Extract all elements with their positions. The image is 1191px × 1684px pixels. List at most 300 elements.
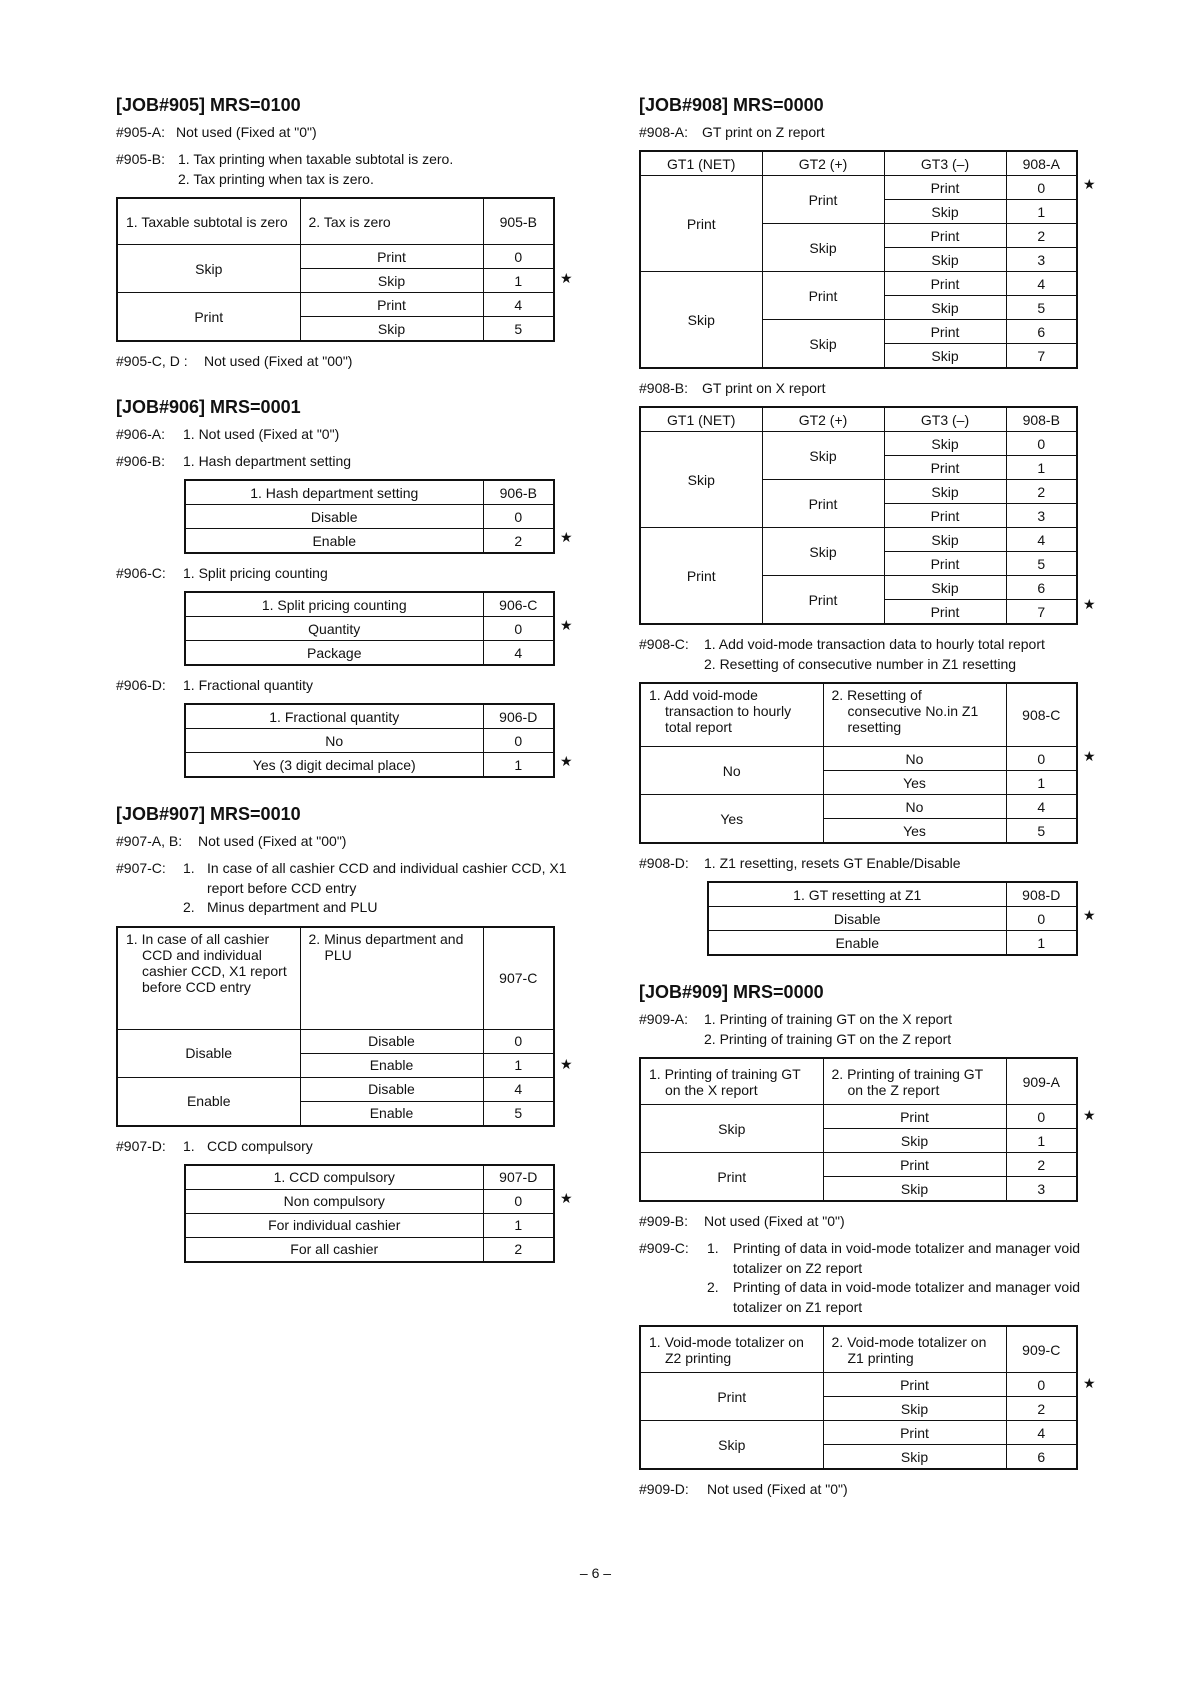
job905-section	[116, 94, 586, 371]
header-cell: GT1 (NET)	[640, 151, 762, 176]
table-cell: Skip	[884, 200, 1006, 224]
job905-cd-text: Not used (Fixed at "00")	[204, 353, 353, 369]
header-cell: 1. Fractional quantity	[185, 704, 483, 729]
table-cell: 1	[1006, 1129, 1077, 1153]
job907-ab-text: Not used (Fixed at "00")	[198, 833, 347, 849]
table-cell: 6	[1006, 320, 1077, 344]
table-cell: 3	[1006, 1177, 1077, 1202]
table-cell: Skip	[884, 248, 1006, 272]
table-cell: Print	[823, 1373, 1006, 1397]
table-cell: Disable	[708, 907, 1006, 931]
table-cell: Skip	[300, 269, 483, 293]
list-item	[707, 1239, 1119, 1278]
header-cell: 906-D	[483, 704, 554, 729]
job909-c-table	[639, 1325, 1078, 1470]
table-cell: 1	[483, 753, 554, 778]
job908-c-table	[639, 682, 1078, 844]
table-row	[640, 1105, 1077, 1129]
header-cell: 906-B	[483, 480, 554, 505]
table-cell: 2	[483, 1237, 554, 1262]
header-cell: 908-B	[1006, 407, 1077, 432]
table-row	[117, 245, 554, 269]
table-cell: Print	[823, 1421, 1006, 1445]
table-cell: 0	[1006, 747, 1077, 771]
default-star-icon: ★	[1083, 748, 1096, 764]
job908-c-line1: 1. Add void-mode transaction data to hourly total report	[704, 636, 1045, 652]
job906-c-text: 1. Split pricing counting	[183, 565, 328, 581]
table-cell: No	[823, 795, 1006, 819]
job908-c-label: #908-C:	[639, 636, 689, 652]
job909-a-label: #909-A:	[639, 1011, 689, 1027]
table-cell: Disable	[117, 1029, 300, 1077]
header-cell: 2. Tax is zero	[300, 198, 483, 245]
default-star-icon: ★	[1083, 176, 1096, 192]
job906-title: [JOB#906] MRS=0001	[116, 397, 301, 417]
table-cell: Skip	[884, 432, 1006, 456]
job909-d	[639, 1480, 1119, 1499]
table-cell: For all cashier	[185, 1237, 483, 1262]
list-text: In case of all cashier CCD and individual cashier CCD, X1 report before CCD entry	[207, 860, 567, 896]
job908-a	[639, 123, 1119, 142]
job908-c	[639, 635, 1119, 674]
table-cell: 0	[1006, 907, 1077, 931]
table-cell: Disable	[300, 1077, 483, 1101]
table-cell: Print	[884, 456, 1006, 480]
table-cell: 0	[1006, 1105, 1077, 1129]
default-star-icon: ★	[1083, 596, 1096, 612]
table-row	[185, 729, 554, 753]
right-column	[639, 94, 1119, 1524]
table-row	[117, 1077, 554, 1101]
table-cell: Print	[884, 504, 1006, 528]
table-cell: Skip	[640, 272, 762, 369]
table-row	[185, 505, 554, 529]
table-cell: 7	[1006, 600, 1077, 625]
left-column	[116, 94, 586, 1288]
job906-d-label: #906-D:	[116, 677, 166, 693]
table-cell: Skip	[762, 224, 884, 272]
job906-section	[116, 396, 586, 778]
job909-c	[639, 1239, 1119, 1317]
table-cell: 5	[483, 1101, 554, 1126]
table-cell: 5	[1006, 819, 1077, 844]
job906-b-label: #906-B:	[116, 453, 166, 469]
list-number: 1.	[183, 1137, 195, 1154]
table-cell: Yes (3 digit decimal place)	[185, 753, 483, 778]
default-star-icon: ★	[560, 270, 573, 286]
table-row	[185, 1237, 554, 1262]
table-cell: 1	[483, 1213, 554, 1237]
job905-cd	[116, 352, 586, 371]
job908-b-table	[639, 406, 1078, 625]
header-cell: 1. Taxable subtotal is zero	[126, 213, 288, 230]
header-cell: 905-B	[483, 198, 554, 245]
table-cell: Print	[640, 528, 762, 625]
job909-a-line1: 1. Printing of training GT on the X report	[704, 1011, 952, 1027]
table-cell: Print	[640, 1373, 823, 1421]
table-row	[640, 1373, 1077, 1397]
list-item	[183, 898, 586, 918]
default-star-icon: ★	[560, 617, 573, 633]
table-cell: Yes	[823, 771, 1006, 795]
table-cell: 4	[1006, 1421, 1077, 1445]
header-cell: GT3 (–)	[884, 407, 1006, 432]
table-cell: 1	[483, 1053, 554, 1077]
table-row	[708, 907, 1077, 931]
table-cell: 0	[483, 245, 554, 269]
table-cell: Print	[117, 293, 300, 342]
header-cell: 1. Void-mode totalizer on Z2 printing	[649, 1333, 804, 1366]
job909-a-table-wrap	[639, 1057, 1119, 1202]
job907-d	[116, 1137, 586, 1156]
job908-d-label: #908-D:	[639, 855, 689, 871]
job908-a-table-wrap	[639, 150, 1119, 369]
table-row	[185, 753, 554, 778]
job906-b-text: 1. Hash department setting	[183, 453, 352, 469]
table-cell: 0	[483, 729, 554, 753]
table-cell: Print	[300, 293, 483, 317]
job908-a-label: #908-A:	[639, 124, 689, 140]
job907-d-table-wrap	[184, 1164, 586, 1263]
header-cell: 909-C	[1006, 1326, 1077, 1373]
table-cell: Skip	[823, 1445, 1006, 1470]
job908-d-text: 1. Z1 resetting, resets GT Enable/Disable	[704, 855, 961, 871]
table-row	[185, 1189, 554, 1213]
table-cell: 0	[1006, 432, 1077, 456]
job906-c	[116, 564, 586, 583]
job906-c-table	[184, 591, 555, 666]
table-cell: 0	[483, 617, 554, 641]
table-cell: Skip	[117, 245, 300, 293]
table-row	[640, 176, 1077, 200]
table-cell: For individual cashier	[185, 1213, 483, 1237]
table-header-row	[117, 927, 554, 1030]
table-cell: Disable	[185, 505, 483, 529]
table-header-row	[640, 407, 1077, 432]
table-cell: Print	[884, 552, 1006, 576]
job905-a-label: #905-A:	[116, 124, 166, 140]
table-cell: Print	[884, 176, 1006, 200]
table-row	[185, 641, 554, 666]
table-cell: Non compulsory	[185, 1189, 483, 1213]
header-cell: 2. Minus department and PLU	[308, 930, 464, 963]
job909-a-line2: 2. Printing of training GT on the Z report	[704, 1030, 952, 1047]
table-cell: Skip	[640, 1105, 823, 1153]
table-cell: 4	[1006, 795, 1077, 819]
header-cell: 909-A	[1006, 1058, 1077, 1105]
table-cell: Skip	[762, 528, 884, 576]
table-cell: Skip	[640, 432, 762, 528]
table-cell: 1	[1006, 931, 1077, 956]
job906-d-table	[184, 703, 555, 778]
table-row	[640, 528, 1077, 552]
table-row	[640, 747, 1077, 771]
table-row	[640, 432, 1077, 456]
job906-c-table-wrap	[184, 591, 586, 666]
table-cell: 2	[483, 529, 554, 554]
table-cell: Skip	[300, 317, 483, 342]
table-cell: 0	[1006, 1373, 1077, 1397]
table-cell: Skip	[884, 296, 1006, 320]
default-star-icon: ★	[560, 1055, 573, 1072]
table-cell: Skip	[823, 1177, 1006, 1202]
table-cell: Skip	[823, 1397, 1006, 1421]
header-cell: GT3 (–)	[884, 151, 1006, 176]
table-cell: 1	[1006, 200, 1077, 224]
job906-a	[116, 425, 586, 444]
table-cell: No	[185, 729, 483, 753]
job907-d-text: CCD compulsory	[207, 1137, 313, 1154]
table-cell: No	[823, 747, 1006, 771]
job908-a-table	[639, 150, 1078, 369]
table-cell: 0	[1006, 176, 1077, 200]
table-cell: 4	[483, 1077, 554, 1101]
job907-d-table	[184, 1164, 555, 1263]
table-cell: 1	[1006, 771, 1077, 795]
table-cell: Print	[884, 600, 1006, 625]
job908-b	[639, 379, 1119, 398]
table-header-row	[708, 882, 1077, 907]
job908-d-table	[707, 881, 1078, 956]
table-header-row	[640, 151, 1077, 176]
job907-c-table-wrap	[116, 926, 586, 1127]
header-cell: 1. GT resetting at Z1	[708, 882, 1006, 907]
table-cell: 1	[483, 269, 554, 293]
table-cell: 2	[1006, 480, 1077, 504]
job905-b-line2: 2. Tax printing when tax is zero.	[178, 170, 374, 187]
table-cell: Yes	[823, 819, 1006, 844]
header-cell: 908-D	[1006, 882, 1077, 907]
table-cell: Print	[884, 272, 1006, 296]
list-number: 2.	[707, 1279, 719, 1295]
table-cell: Skip	[762, 432, 884, 480]
table-row	[640, 795, 1077, 819]
job907-d-label: #907-D:	[116, 1137, 166, 1154]
table-cell: Print	[762, 576, 884, 625]
table-cell: Enable	[300, 1053, 483, 1077]
job907-title: [JOB#907] MRS=0010	[116, 804, 301, 824]
list-text: Printing of data in void-mode totalizer and manager void totalizer on Z1 report	[733, 1279, 1081, 1315]
table-header-row	[640, 1326, 1077, 1373]
table-row	[117, 1029, 554, 1053]
table-row	[185, 1213, 554, 1237]
table-cell: 0	[483, 1189, 554, 1213]
job909-title: [JOB#909] MRS=0000	[639, 982, 824, 1002]
table-cell: Skip	[823, 1129, 1006, 1153]
table-cell: 6	[1006, 1445, 1077, 1470]
table-cell: No	[640, 747, 823, 795]
table-cell: 2	[1006, 224, 1077, 248]
job906-d	[116, 676, 586, 695]
header-cell: 908-C	[1006, 683, 1077, 747]
table-cell: Skip	[640, 1421, 823, 1470]
header-cell: GT2 (+)	[762, 151, 884, 176]
table-header-row	[185, 1165, 554, 1190]
table-cell: 6	[1006, 576, 1077, 600]
job906-b-table	[184, 479, 555, 554]
table-cell: Print	[300, 245, 483, 269]
job906-d-table-wrap	[184, 703, 586, 778]
header-cell: GT1 (NET)	[640, 407, 762, 432]
job909-c-table-wrap	[639, 1325, 1119, 1470]
default-star-icon: ★	[560, 529, 573, 545]
job906-a-label: #906-A:	[116, 426, 166, 442]
header-cell: 907-D	[483, 1165, 554, 1190]
table-row	[117, 293, 554, 317]
header-cell: GT2 (+)	[762, 407, 884, 432]
header-cell: 1. In case of all cashier CCD and individual cashier CCD, X1 report before CCD entry	[126, 930, 287, 995]
table-cell: Enable	[117, 1077, 300, 1126]
job908-b-table-wrap	[639, 406, 1119, 625]
job906-a-text: 1. Not used (Fixed at "0")	[183, 426, 340, 442]
job905-table	[116, 197, 555, 342]
job908-a-text: GT print on Z report	[702, 124, 825, 140]
default-star-icon: ★	[1083, 907, 1096, 923]
default-star-icon: ★	[560, 753, 573, 769]
header-cell: 907-C	[483, 927, 554, 1030]
table-cell: 4	[1006, 528, 1077, 552]
job906-b-table-wrap	[184, 479, 586, 554]
job908-d-table-wrap	[707, 881, 1119, 956]
list-text: Printing of data in void-mode totalizer and manager void totalizer on Z2 report	[733, 1240, 1081, 1276]
job906-c-label: #906-C:	[116, 565, 166, 581]
table-row	[185, 529, 554, 554]
table-cell: Print	[762, 480, 884, 528]
table-cell: Print	[762, 176, 884, 224]
table-cell: 4	[483, 293, 554, 317]
list-number: 2.	[183, 899, 195, 915]
default-star-icon: ★	[1083, 1375, 1096, 1391]
job909-a-table	[639, 1057, 1078, 1202]
table-cell: Enable	[185, 529, 483, 554]
table-cell: Print	[823, 1153, 1006, 1177]
header-cell: 2. Resetting of consecutive No.in Z1 resetting	[831, 687, 979, 735]
list-number: 1.	[707, 1240, 719, 1256]
table-header-row	[117, 198, 554, 245]
job907-c-label: #907-C:	[116, 860, 166, 876]
table-cell: 4	[1006, 272, 1077, 296]
job908-c-line2: 2. Resetting of consecutive number in Z1 resetting	[704, 655, 1017, 672]
table-cell: Package	[185, 641, 483, 666]
header-cell: 1. Add void-mode transaction to hourly total report	[649, 687, 792, 735]
table-cell: 1	[1006, 456, 1077, 480]
table-cell: 2	[1006, 1397, 1077, 1421]
table-row	[640, 1421, 1077, 1445]
table-cell: 3	[1006, 504, 1077, 528]
table-cell: Skip	[884, 480, 1006, 504]
table-cell: Quantity	[185, 617, 483, 641]
header-cell: 908-A	[1006, 151, 1077, 176]
table-cell: 5	[1006, 296, 1077, 320]
job905-table-wrap	[116, 197, 586, 342]
table-cell: 5	[1006, 552, 1077, 576]
table-header-row	[640, 683, 1077, 747]
job905-b-line1: 1. Tax printing when taxable subtotal is zero.	[178, 151, 454, 167]
job905-title: [JOB#905] MRS=0100	[116, 95, 301, 115]
table-cell: Print	[884, 224, 1006, 248]
table-row	[708, 931, 1077, 956]
table-cell: 4	[483, 641, 554, 666]
table-cell: Disable	[300, 1029, 483, 1053]
list-number: 1.	[183, 860, 195, 876]
list-text: Minus department and PLU	[207, 899, 378, 915]
table-cell: 7	[1006, 344, 1077, 369]
table-header-row	[185, 480, 554, 505]
table-header-row	[185, 704, 554, 729]
table-cell: Enable	[300, 1101, 483, 1126]
job909-section	[639, 981, 1119, 1499]
job905-b	[116, 150, 586, 189]
header-cell: 2. Void-mode totalizer on Z1 printing	[831, 1333, 987, 1366]
table-cell: Print	[640, 176, 762, 272]
job907-c	[116, 859, 586, 918]
job906-d-text: 1. Fractional quantity	[183, 677, 313, 693]
header-cell: 2. Printing of training GT on the Z report	[831, 1065, 983, 1098]
job908-title: [JOB#908] MRS=0000	[639, 95, 824, 115]
job907-section	[116, 803, 586, 1263]
job908-b-label: #908-B:	[639, 380, 689, 396]
table-cell: Print	[884, 320, 1006, 344]
table-cell: Yes	[640, 795, 823, 844]
default-star-icon: ★	[560, 1189, 573, 1206]
job908-c-table-wrap	[639, 682, 1119, 844]
header-cell: 1. CCD compulsory	[185, 1165, 483, 1190]
table-cell: 3	[1006, 248, 1077, 272]
table-cell: Skip	[884, 576, 1006, 600]
table-header-row	[185, 592, 554, 617]
job906-b	[116, 452, 586, 471]
page-number: – 6 –	[579, 1565, 612, 1581]
table-cell: Skip	[762, 320, 884, 369]
table-cell: 0	[483, 505, 554, 529]
job905-cd-label: #905-C, D :	[116, 353, 188, 369]
table-row	[185, 617, 554, 641]
list-item	[707, 1278, 1119, 1317]
table-cell: 0	[483, 1029, 554, 1053]
job909-b	[639, 1212, 1119, 1231]
job909-c-label: #909-C:	[639, 1240, 689, 1256]
table-cell: Print	[762, 272, 884, 320]
job905-b-label: #905-B:	[116, 151, 166, 167]
table-cell: Skip	[884, 344, 1006, 369]
table-cell: 2	[1006, 1153, 1077, 1177]
table-cell: Print	[823, 1105, 1006, 1129]
table-cell: Print	[640, 1153, 823, 1202]
header-cell: 1. Split pricing counting	[185, 592, 483, 617]
header-cell: 1. Hash department setting	[185, 480, 483, 505]
job907-c-table	[116, 926, 555, 1127]
job907-ab	[116, 832, 586, 851]
job909-b-label: #909-B:	[639, 1213, 689, 1229]
list-item	[183, 859, 586, 898]
header-cell: 1. Printing of training GT on the X report	[649, 1065, 801, 1098]
job908-d	[639, 854, 1119, 873]
table-cell: 5	[483, 317, 554, 342]
table-header-row	[640, 1058, 1077, 1105]
job909-b-text: Not used (Fixed at "0")	[704, 1213, 845, 1229]
table-row	[640, 1153, 1077, 1177]
job908-section	[639, 94, 1119, 956]
job905-a	[116, 123, 586, 142]
job905-a-text: Not used (Fixed at "0")	[176, 124, 317, 140]
header-cell: 906-C	[483, 592, 554, 617]
job909-a	[639, 1010, 1119, 1049]
job908-b-text: GT print on X report	[702, 380, 826, 396]
table-cell: Enable	[708, 931, 1006, 956]
job909-d-label: #909-D:	[639, 1481, 689, 1497]
default-star-icon: ★	[1083, 1107, 1096, 1123]
table-row	[640, 272, 1077, 296]
